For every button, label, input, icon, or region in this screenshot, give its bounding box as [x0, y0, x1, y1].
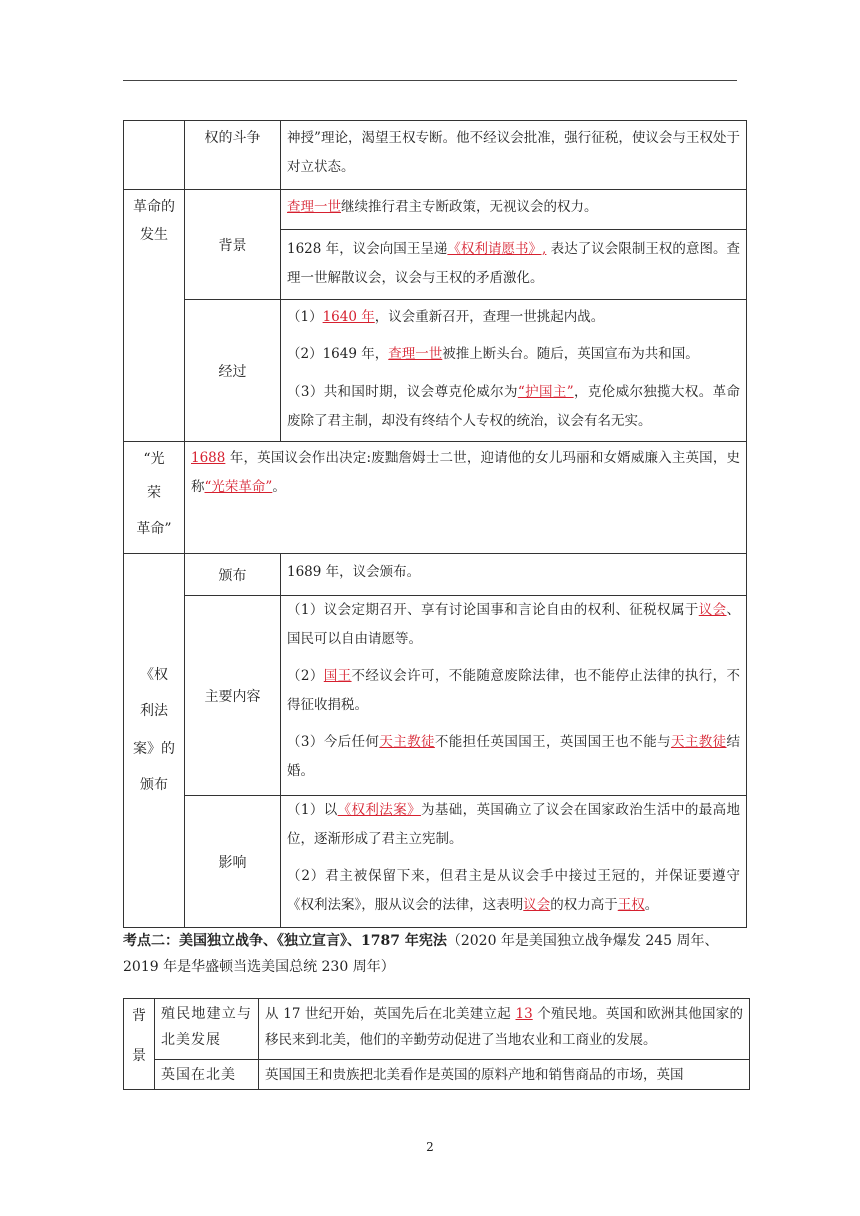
parliament-term: 议会	[698, 602, 727, 618]
course-p3-b: ，克伦威尔独揽大权。革命废除了君主制，却没有终结个人专权的统治，议会有名无实。	[287, 384, 741, 429]
t2-r1-text-cell	[258, 999, 749, 1059]
content-p2-a: （2）	[287, 668, 324, 684]
charles-i-executed: 查理一世	[388, 346, 443, 362]
t2-r2-label: 英国在北美	[161, 1067, 236, 1083]
content-p3-c: 结婚。	[287, 734, 741, 779]
t2-r2-para: 英国国王和贵族把北美看作是英国的原料产地和销售商品的市场，英国	[265, 1067, 684, 1083]
content-p2	[287, 662, 740, 720]
glorious-para-b: 。	[272, 479, 286, 495]
t2-label-cell	[124, 999, 154, 1089]
impact-text-cell	[280, 795, 746, 927]
t2-r1-label-cell	[154, 999, 258, 1059]
glorious-label-cell	[124, 441, 184, 553]
course-p1-a: （1）	[287, 309, 323, 325]
course-p3-a: （3）共和国时期，议会尊克伦威尔为	[287, 384, 518, 400]
t2-r1-label: 殖民地建立与北美发展	[161, 1006, 252, 1048]
petition-of-right: 《权利请愿书》,	[447, 241, 547, 257]
glorious-l1: “光	[143, 451, 165, 467]
content-p1	[287, 596, 740, 654]
bill-of-rights-term: 《权利法案》	[337, 802, 421, 818]
t2-l1: 背	[132, 1008, 146, 1024]
course-p3	[287, 378, 740, 436]
impact-p2	[287, 862, 740, 920]
glorious-l3: 革命”	[136, 521, 172, 537]
section-heading-note: （2020 年是美国独立战争爆发 245 周年、2019 年是华盛顿当选美国总统 230 周年）	[123, 933, 719, 975]
glorious-para	[191, 444, 740, 502]
impact-p2-b: 的权力高于	[550, 897, 618, 913]
background-p2	[287, 235, 740, 293]
row-struggle-label	[184, 121, 280, 189]
impact-p2-c: 。	[644, 897, 659, 913]
content-p1-b: 、国民可以自由请愿等。	[287, 602, 741, 647]
background-p1	[287, 193, 740, 222]
header-rule	[123, 80, 737, 81]
issue-label: 颁布	[218, 567, 247, 584]
lord-protector: “护国主”	[517, 384, 574, 400]
table-revolution	[123, 120, 747, 928]
background-p1-cell	[280, 189, 746, 229]
course-label: 经过	[218, 363, 247, 380]
bill-l2: 利法	[140, 703, 168, 719]
content-p3-b: 不能担任英国国王，英国国王也不能与	[434, 734, 671, 750]
glorious-text-cell	[184, 441, 746, 553]
background-p1-text: 继续推行君主专断政策，无视议会的权力。	[341, 199, 598, 215]
king-term: 国王	[323, 668, 352, 684]
content-p1-a: （1）议会定期召开、享有讨论国事和言论自由的权利、征税权属于	[287, 602, 699, 618]
impact-label: 影响	[218, 854, 247, 871]
content-text-cell	[280, 595, 746, 795]
t2-r1-b: 个殖民地。英国和欧洲其他国家的移民来到北美，他们的辛勤劳动促进了当地农业和工商业的发展。	[265, 1006, 743, 1048]
section-heading-bold: 考点二：美国独立战争、《独立宣言》、1787 年宪法	[123, 933, 447, 949]
course-p1	[287, 303, 740, 332]
struggle-label: 权的斗争	[204, 130, 261, 146]
page-number: 2	[426, 1140, 434, 1154]
glorious-para-a: 年，英国议会作出决定:废黜詹姆士二世，迎请他的女儿玛丽和女婿威廉入主英国，史称	[191, 450, 740, 495]
content-p3-a: （3）今后任何	[287, 734, 380, 750]
course-label-cell	[184, 299, 280, 441]
impact-p1	[287, 796, 740, 854]
bill-l4: 颁布	[140, 777, 168, 793]
catholic-term-2: 天主教徒	[670, 734, 727, 750]
impact-p1-a: （1）以	[287, 802, 338, 818]
background-label: 背景	[218, 237, 247, 254]
t2-r2-label-cell	[154, 1059, 258, 1089]
year-1640: 1640 年	[322, 309, 375, 325]
background-label-cell	[184, 189, 280, 299]
content-p2-b: 不经议会许可，不能随意废除法律，也不能停止法律的执行，不得征收捐税。	[287, 668, 741, 713]
background-p2-b: 表达了议会限制王权的意图。查理一世解散议会，议会与王权的矛盾激化。	[287, 241, 740, 286]
issue-text: 1689 年，议会颁布。	[287, 564, 421, 580]
bill-l1: 《权	[140, 667, 168, 683]
background-p2-cell	[280, 229, 746, 299]
course-p2-b: 被推上断头台。随后，英国宣布为共和国。	[442, 346, 699, 362]
table-american	[123, 998, 750, 1090]
bill-l3: 案》的	[133, 741, 175, 757]
content-label: 主要内容	[204, 688, 261, 705]
t2-r1-para	[265, 1001, 743, 1053]
issue-text-cell	[280, 553, 746, 595]
course-text-cell	[280, 299, 746, 441]
row-struggle-text	[280, 121, 746, 189]
bill-label-cell	[124, 553, 184, 927]
course-p2-a: （2）1649 年，	[287, 346, 389, 362]
course-p2	[287, 340, 740, 369]
t2-r1-a: 从 17 世纪开始，英国先后在北美建立起	[265, 1006, 516, 1022]
course-p1-b: ，议会重新召开，查理一世挑起内战。	[374, 309, 605, 325]
content-label-cell	[184, 595, 280, 795]
content-p3	[287, 728, 740, 786]
parliament-term-2: 议会	[523, 897, 551, 913]
t2-l2: 景	[132, 1048, 146, 1064]
issue-label-cell	[184, 553, 280, 595]
section-heading	[123, 928, 737, 980]
impact-p2-a: （2）君主被保留下来，但君主是从议会手中接过王冠的，并保证要遵守《权利法案》，服从议会的法律，这表明	[287, 868, 740, 913]
glorious-l2: 荣	[147, 485, 161, 501]
colonies-count: 13	[515, 1006, 533, 1022]
revolution-label-cell	[124, 189, 184, 441]
impact-p1-b: 为基础，英国确立了议会在国家政治生活中的最高地位，逐渐形成了君主立宪制。	[287, 802, 740, 847]
background-p2-a: 1628 年，议会向国王呈递	[287, 241, 448, 257]
glorious-revolution-term: “光荣革命”	[204, 479, 273, 495]
royal-power-term: 王权	[617, 897, 645, 913]
impact-label-cell	[184, 795, 280, 927]
struggle-para: 神授”理论，渴望王权专断。他不经议会批准，强行征税，使议会与王权处于对立状态。	[287, 130, 740, 175]
row-struggle-c1	[124, 121, 184, 189]
year-1688: 1688	[191, 450, 226, 466]
t2-r2-text-cell	[258, 1059, 749, 1089]
catholic-term-1: 天主教徒	[379, 734, 435, 750]
charles-i-link: 查理一世	[287, 199, 341, 215]
revolution-label: 革命的发生	[133, 199, 175, 243]
